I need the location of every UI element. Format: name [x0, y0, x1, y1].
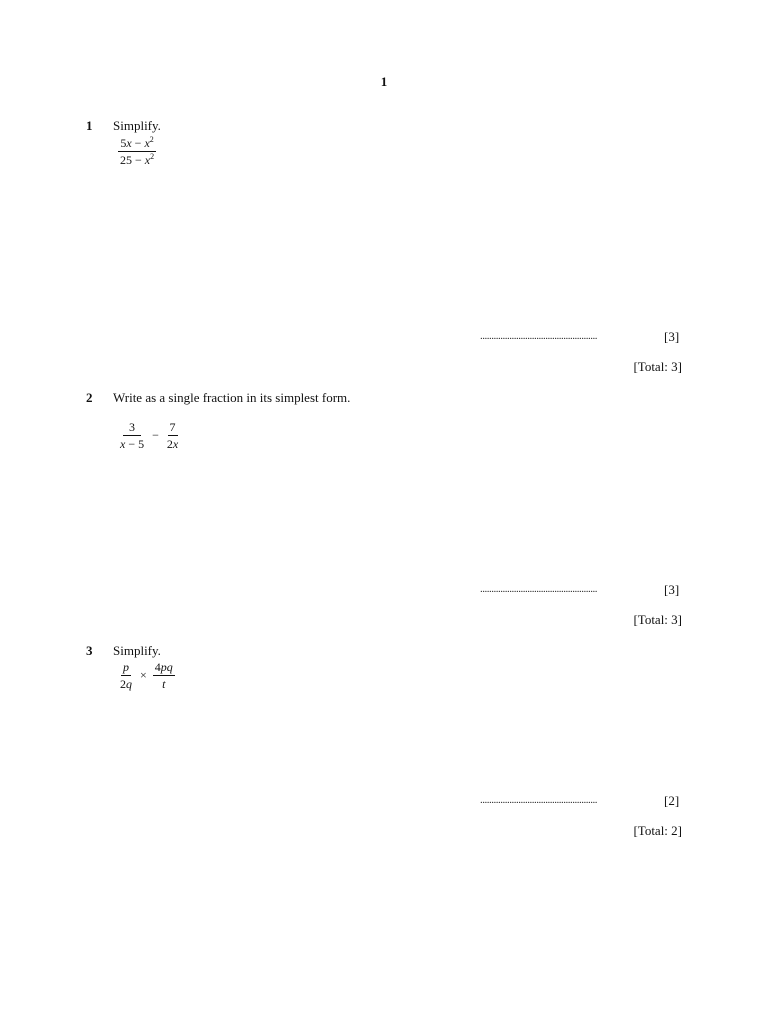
fraction-numerator: p	[123, 660, 129, 674]
question-instruction: Write as a single fraction in its simplest form.	[113, 390, 351, 405]
operator: −	[152, 428, 159, 442]
marks: [3]	[664, 329, 680, 344]
question-instruction: Simplify.	[113, 118, 161, 133]
fraction-denominator: 2q	[120, 677, 132, 691]
fraction	[118, 420, 146, 451]
marks: [3]	[664, 582, 680, 597]
fraction	[118, 136, 156, 167]
fraction-numerator: 7	[169, 420, 176, 434]
fraction	[153, 660, 175, 691]
fraction-numerator: 3	[123, 420, 141, 436]
fraction-numerator: $5x - x^2$	[120, 135, 154, 150]
fraction-denominator: $25 - x^2$	[120, 152, 155, 167]
question-expression	[118, 420, 180, 451]
total-marks: [Total: 2]	[633, 823, 682, 838]
fraction-denominator: t	[162, 677, 166, 691]
question-expression	[118, 136, 156, 167]
question-number: 1	[86, 118, 93, 133]
fraction-denominator: 2x	[166, 437, 179, 451]
question-instruction: Simplify.	[113, 643, 161, 658]
question-number: 2	[86, 390, 93, 405]
question-number: 3	[86, 643, 93, 658]
total-marks: [Total: 3]	[633, 612, 682, 627]
operator: ×	[140, 668, 147, 682]
fraction-denominator: x − 5	[120, 437, 145, 451]
fraction	[165, 420, 180, 451]
answer-line[interactable]: ....................................................	[480, 583, 597, 595]
fraction-numerator: 4pq	[154, 660, 173, 674]
question-expression	[118, 660, 175, 691]
page-number: 1	[380, 74, 388, 89]
answer-line[interactable]: ....................................................	[480, 330, 597, 342]
marks: [2]	[664, 793, 680, 808]
total-marks: [Total: 3]	[633, 359, 682, 374]
answer-line[interactable]: ....................................................	[480, 794, 597, 806]
fraction	[118, 660, 134, 691]
